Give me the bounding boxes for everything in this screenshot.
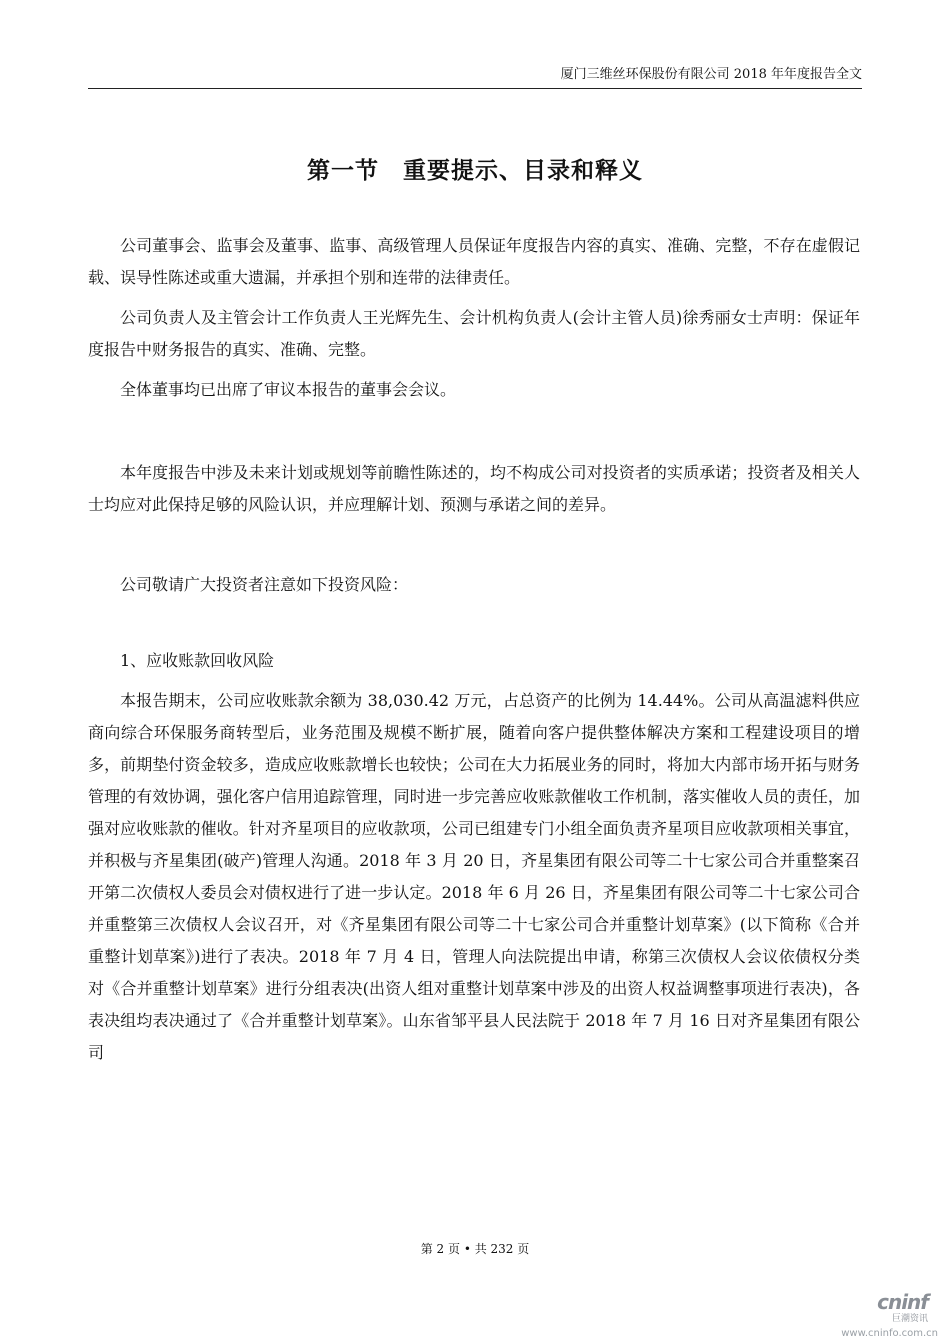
logo-url: www.cninfo.com.cn <box>841 1328 938 1339</box>
spacer <box>88 529 860 569</box>
cninf-logo <box>838 1290 928 1324</box>
paragraph-board-guarantee: 公司董事会、监事会及董事、监事、高级管理人员保证年度报告内容的真实、准确、完整，不存在虚假记载、误导性陈述或重大遗漏，并承担个别和连带的法律责任。 <box>88 236 860 287</box>
logo-brand: cninf <box>877 1290 928 1314</box>
logo-brand-cn: 巨潮资讯 <box>891 1314 928 1324</box>
paragraph-forward-looking: 本年度报告中涉及未来计划或规划等前瞻性陈述的，均不构成公司对投资者的实质承诺；投资者及相关人士均应对此保持足够的风险认识，并应理解计划、预测与承诺之间的差异。 <box>88 463 860 514</box>
page-footer: 第 2 页 • 共 232 页 <box>420 1242 530 1256</box>
risk-heading: 1、应收账款回收风险 <box>120 651 275 670</box>
paragraph-receivables-risk: 本报告期末，公司应收账款余额为 38,030.42 万元，占总资产的比例为 14.44%。公司从高温滤料供应商向综合环保服务商转型后，业务范围及规模不断扩展，随着向客户提供整体解决方案和工程建设项目的增多，前期垫付资金较多，造成应收账款增长也较快；公司在大力拓展业务的同时，将加大内部市场开拓与财务管理的有效协调，强化客户信用追踪管理，同时进一步完善应收账款催收工作机制，落实催收人员的责任，加强对应收账款的催收。针对齐星项目的应收款项，公司已组建专门小组全面负责齐星项目应收款项相关事宜，并积极与齐星集团(破产)管理人沟通。2018 年 3 月 20 日，齐星集团有限公司等二十七家公司合并重整案召开第二次债权人委员会对债权进行了进一步认定。2018 年 6 月 26 日，齐星集团有限公司等二十七家公司合并重整第三次债权人会议召开，对《齐星集团有限公司等二十七家公司合并重整计划草案》(以下简称《合并重整计划草案》)进行了表决。2018 年 7 月 4 日，管理人向法院提出申请，称第三次债权人会议依债权分类对《合并重整计划草案》进行分组表决(出资人组对重整计划草案中涉及的出资人权益调整事项进行表决)，各表决组均表决通过了《合并重整计划草案》。山东省邹平县人民法院于 2018 年 7 月 16 日对齐星集团有限公司 <box>88 691 860 1062</box>
document-body <box>88 230 860 1077</box>
header-title: 厦门三维丝环保股份有限公司 2018 年年度报告全文 <box>560 67 862 82</box>
spacer <box>88 414 860 457</box>
paragraph-directors-attendance: 全体董事均已出席了审议本报告的董事会会议。 <box>120 380 457 399</box>
paragraph-responsible-persons: 公司负责人及主管会计工作负责人王光辉先生、会计机构负责人(会计主管人员)徐秀丽女士声明：保证年度报告中财务报告的真实、准确、完整。 <box>88 308 860 359</box>
paragraph-risk-intro: 公司敬请广大投资者注意如下投资风险： <box>120 575 409 594</box>
running-header <box>88 62 862 89</box>
spacer <box>88 609 860 645</box>
section-title: 第一节 重要提示、目录和释义 <box>307 158 643 184</box>
